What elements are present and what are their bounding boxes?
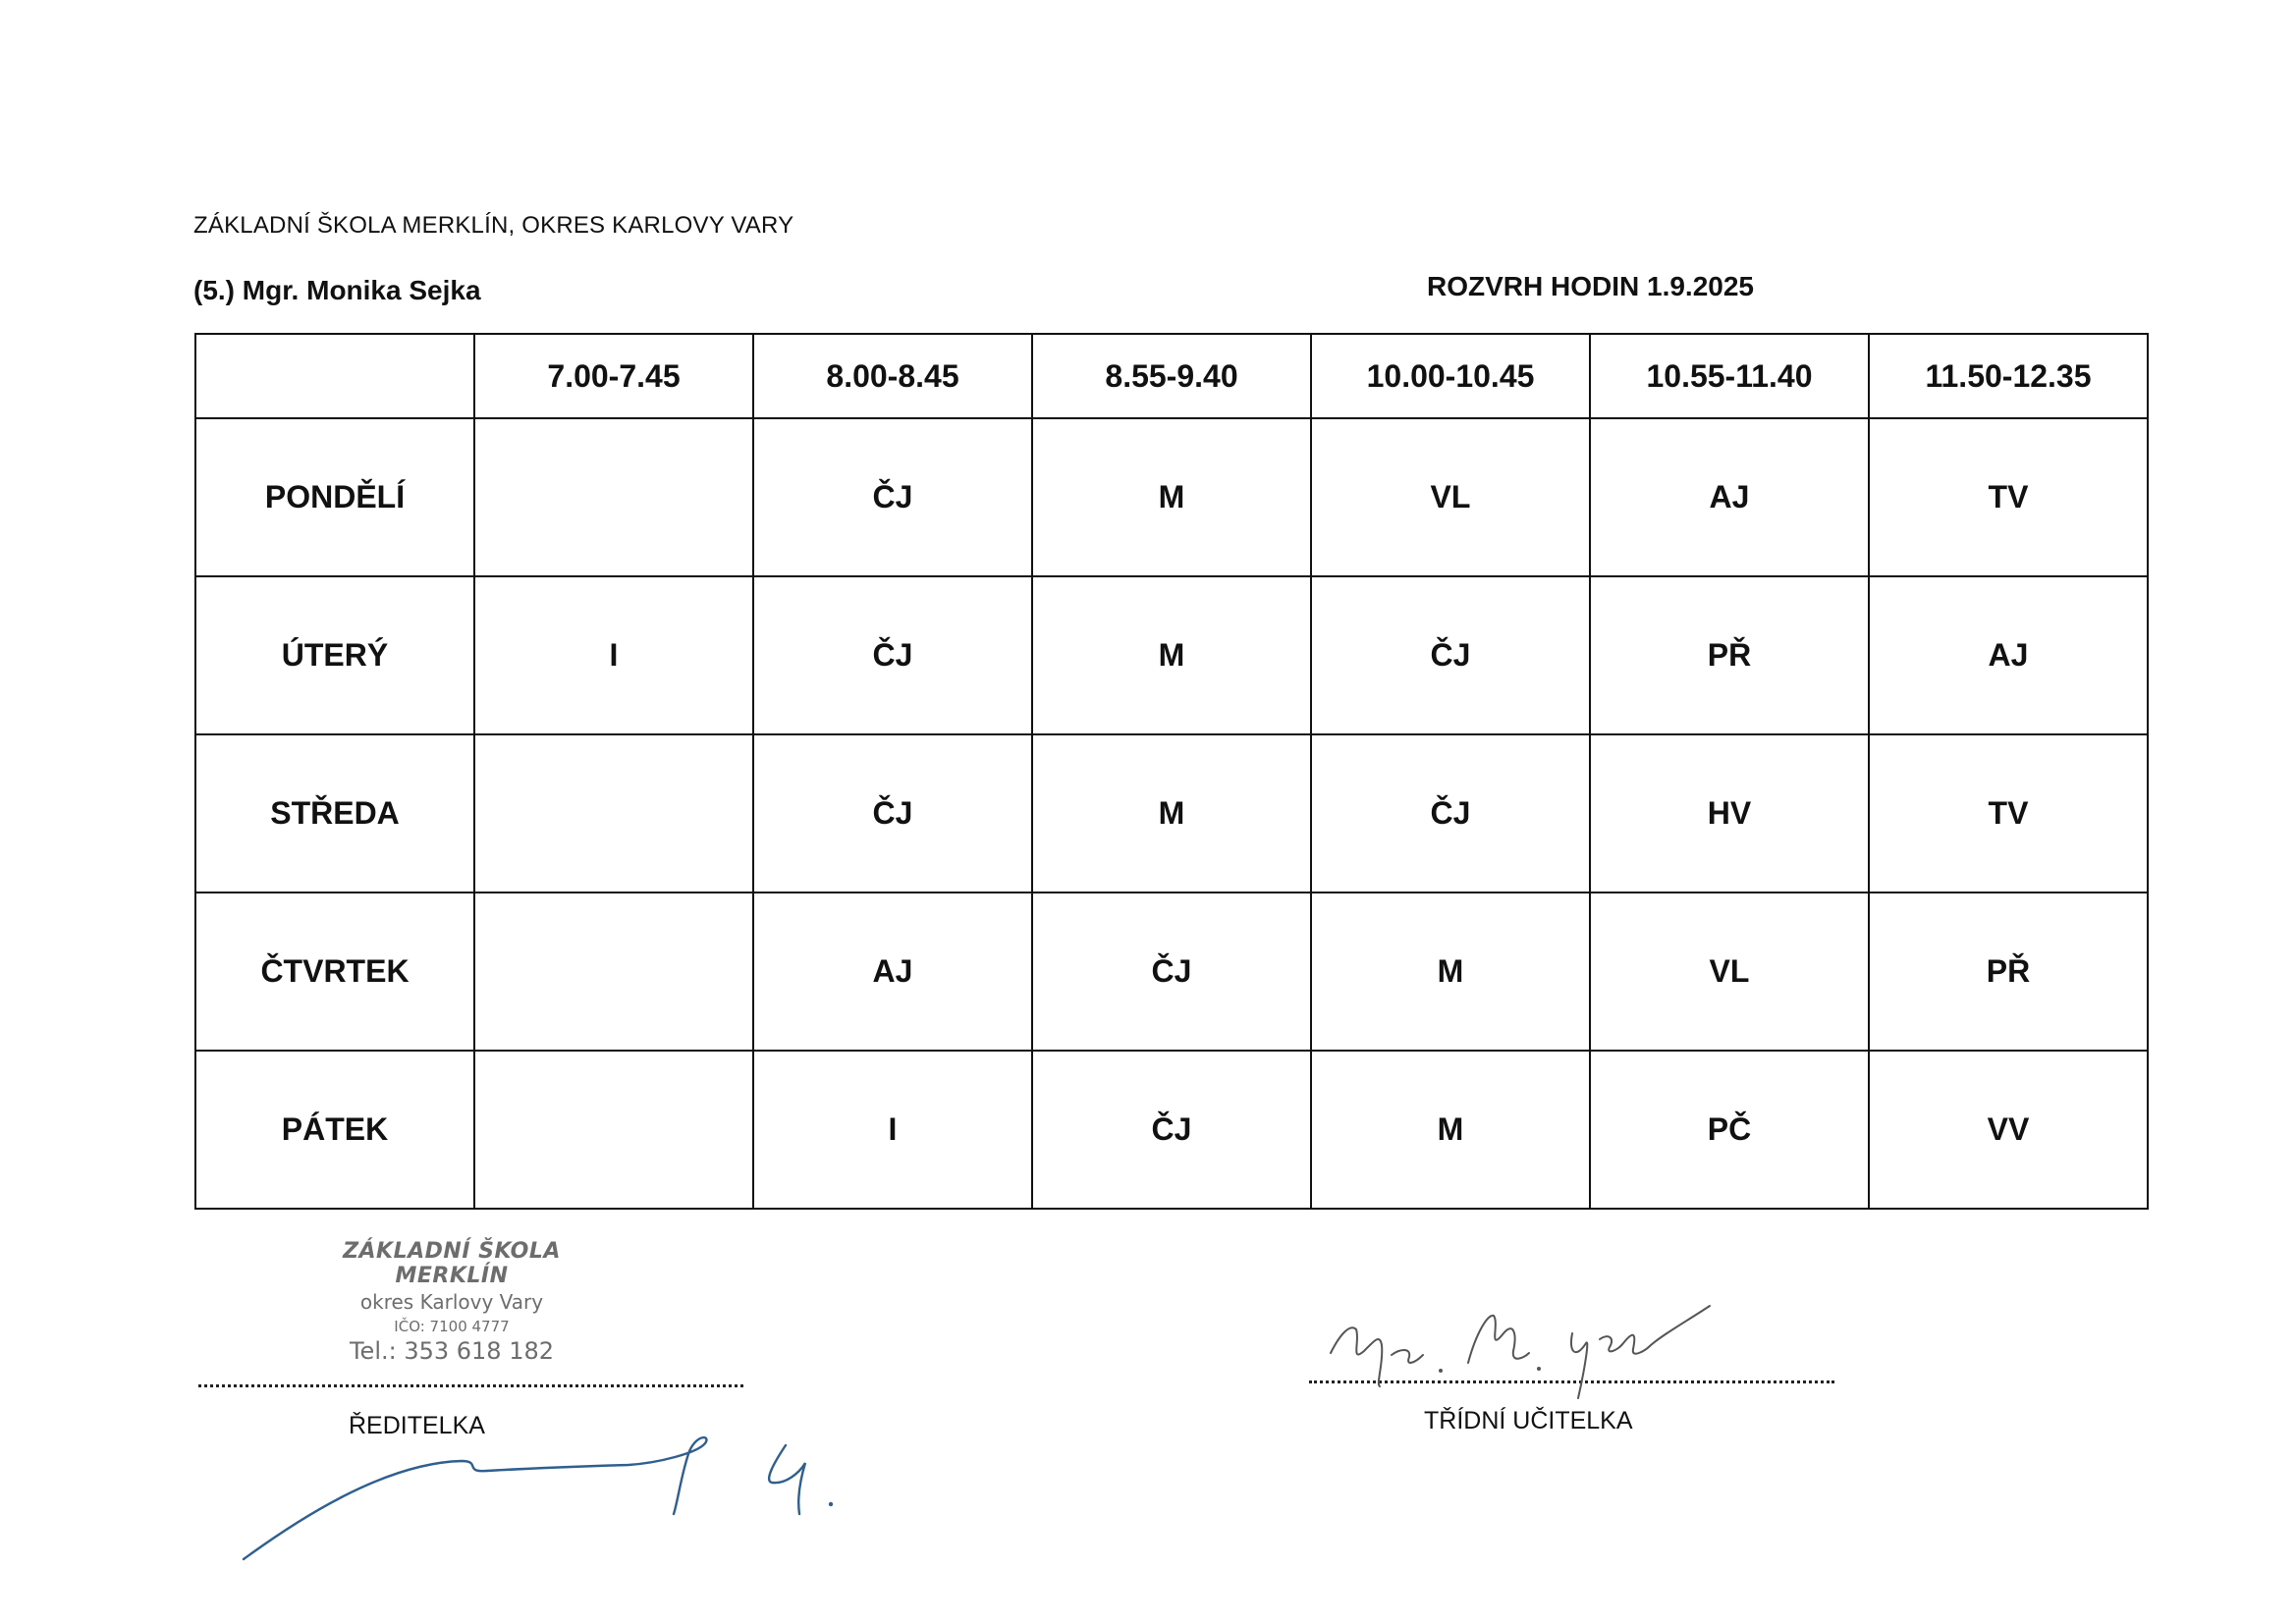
stamp-phone: Tel.: 353 618 182: [349, 1337, 555, 1365]
period-header: 11.50-12.35: [1869, 334, 2148, 418]
stamp-district: okres Karlovy Vary: [359, 1290, 544, 1314]
lesson-cell: HV: [1590, 734, 1869, 893]
lesson-cell: ČJ: [753, 734, 1032, 893]
lesson-cell: [474, 893, 753, 1051]
lesson-cell: PČ: [1590, 1051, 1869, 1209]
day-row-friday: [195, 1051, 2148, 1209]
class-teacher: (5.) Mgr. Monika Sejka: [193, 275, 481, 305]
lesson-cell: M: [1311, 893, 1590, 1051]
lesson-cell: I: [753, 1051, 1032, 1209]
lesson-cell: ČJ: [1032, 893, 1311, 1051]
lesson-cell: VL: [1311, 418, 1590, 576]
period-header: 8.00-8.45: [753, 334, 1032, 418]
lesson-cell: M: [1032, 734, 1311, 893]
lesson-cell: I: [474, 576, 753, 734]
school-stamp: [295, 1239, 609, 1365]
lesson-cell: M: [1032, 418, 1311, 576]
timetable: [194, 333, 2149, 1210]
teacher-label: TŘÍDNÍ UČITELKA: [1424, 1407, 1633, 1434]
period-header: 10.00-10.45: [1311, 334, 1590, 418]
lesson-cell: ČJ: [1311, 734, 1590, 893]
lesson-cell: M: [1311, 1051, 1590, 1209]
teacher-signature: [1321, 1294, 1733, 1402]
lesson-cell: VV: [1869, 1051, 2148, 1209]
timetable-header-row: [195, 334, 2148, 418]
lesson-cell: [474, 734, 753, 893]
day-name: ČTVRTEK: [195, 893, 474, 1051]
day-name: ÚTERÝ: [195, 576, 474, 734]
day-row-thursday: [195, 893, 2148, 1051]
period-header: 7.00-7.45: [474, 334, 753, 418]
day-row-monday: [195, 418, 2148, 576]
lesson-cell: PŘ: [1869, 893, 2148, 1051]
principal-signature-line: [198, 1357, 743, 1387]
stamp-ico: IČO: 7100 4777: [394, 1318, 510, 1335]
lesson-cell: AJ: [1869, 576, 2148, 734]
lesson-cell: TV: [1869, 418, 2148, 576]
period-header: 8.55-9.40: [1032, 334, 1311, 418]
lesson-cell: [474, 1051, 753, 1209]
lesson-cell: ČJ: [753, 418, 1032, 576]
lesson-cell: [474, 418, 753, 576]
lesson-cell: TV: [1869, 734, 2148, 893]
school-name: ZÁKLADNÍ ŠKOLA MERKLÍN, OKRES KARLOVY VARY: [193, 212, 794, 239]
document-title: ROZVRH HODIN 1.9.2025: [1427, 271, 1754, 301]
lesson-cell: AJ: [753, 893, 1032, 1051]
lesson-cell: VL: [1590, 893, 1869, 1051]
period-header: 10.55-11.40: [1590, 334, 1869, 418]
principal-label: ŘEDITELKA: [349, 1412, 485, 1439]
day-name: STŘEDA: [195, 734, 474, 893]
lesson-cell: ČJ: [1311, 576, 1590, 734]
day-name: PONDĚLÍ: [195, 418, 474, 576]
principal-signature: [236, 1424, 864, 1571]
day-name: PÁTEK: [195, 1051, 474, 1209]
lesson-cell: ČJ: [753, 576, 1032, 734]
lesson-cell: PŘ: [1590, 576, 1869, 734]
day-row-tuesday: [195, 576, 2148, 734]
day-row-wednesday: [195, 734, 2148, 893]
corner-cell: [195, 334, 474, 418]
stamp-school-name: ZÁKLADNÍ ŠKOLA MERKLÍN: [343, 1239, 561, 1288]
lesson-cell: ČJ: [1032, 1051, 1311, 1209]
lesson-cell: AJ: [1590, 418, 1869, 576]
lesson-cell: M: [1032, 576, 1311, 734]
